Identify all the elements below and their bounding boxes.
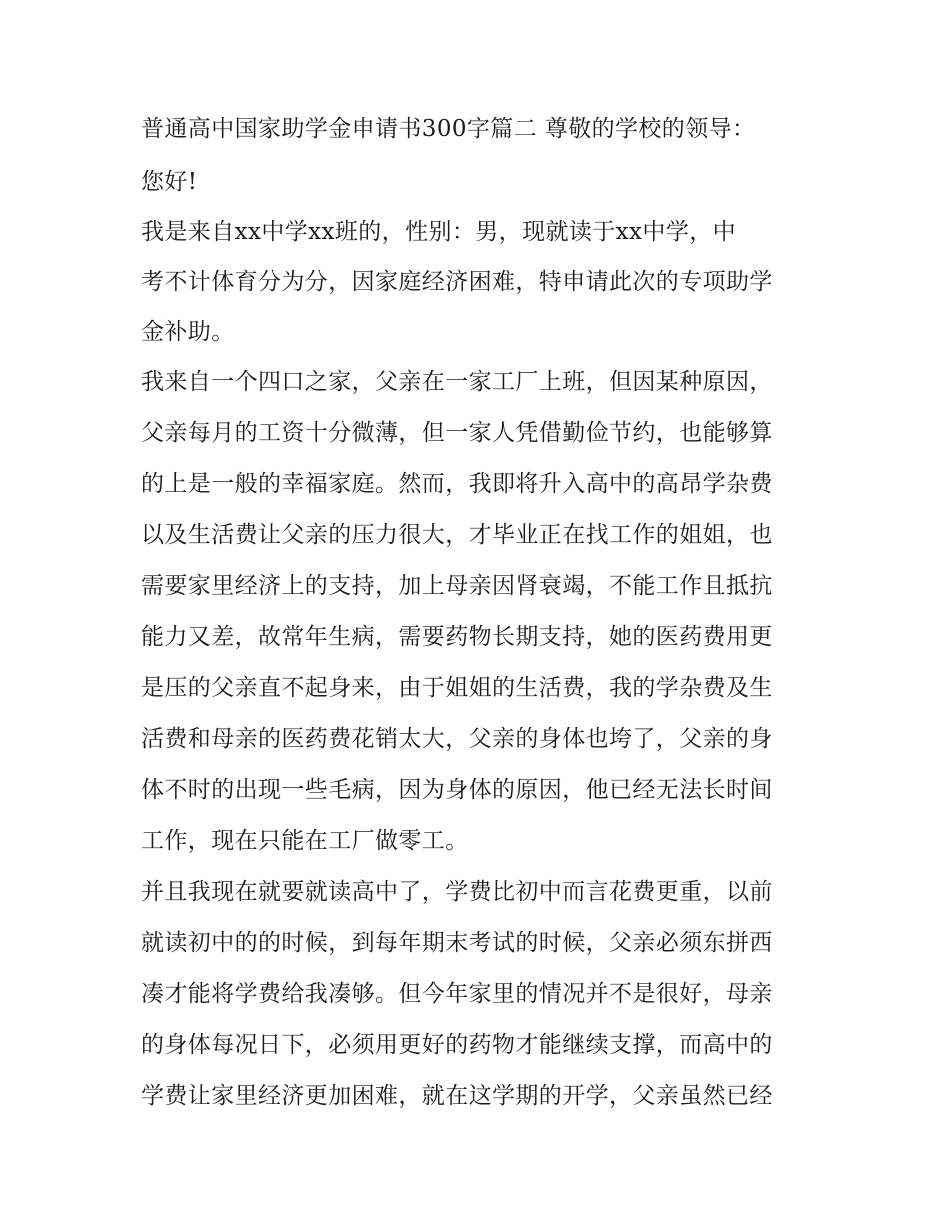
text-line: 就读初中的的时候，到每年期末考试的时候，父亲必须东拼西 — [141, 930, 773, 956]
text-line: 父亲每月的工资十分微薄，但一家人凭借勤俭节约，也能够算 — [141, 420, 773, 446]
text-line: 需要家里经济上的支持，加上母亲因肾衰竭，不能工作且抵抗 — [141, 573, 773, 599]
text-line: 的上是一般的幸福家庭。然而，我即将升入高中的高昂学杂费 — [141, 471, 773, 497]
text-line: 活费和母亲的医药费花销太大，父亲的身体也垮了，父亲的身 — [141, 726, 773, 752]
heading-line: 普通高中国家助学金申请书300字篇二 尊敬的学校的领导： — [141, 116, 756, 142]
greeting-line: 您好! — [141, 169, 198, 195]
text-line: 能力又差，故常年生病，需要药物长期支持，她的医药费用更 — [141, 624, 773, 650]
text-line: 以及生活费让父亲的压力很大，才毕业正在找工作的姐姐，也 — [141, 522, 773, 548]
text-line: 我是来自xx中学xx班的，性别：男，现就读于xx中学，中 — [141, 219, 737, 245]
text-line: 是压的父亲直不起身来，由于姐姐的生活费，我的学杂费及生 — [141, 675, 773, 701]
text-line: 学费让家里经济更加困难，就在这学期的开学，父亲虽然已经 — [141, 1083, 773, 1109]
text-line: 凑才能将学费给我凑够。但今年家里的情况并不是很好，母亲 — [141, 981, 773, 1007]
text-line: 我来自一个四口之家，父亲在一家工厂上班，但因某种原因， — [141, 369, 773, 395]
text-line: 体不时的出现一些毛病，因为身体的原因，他已经无法长时间 — [141, 777, 773, 803]
text-line: 的身体每况日下，必须用更好的药物才能继续支撑，而高中的 — [141, 1032, 773, 1058]
text-line: 金补助。 — [141, 319, 235, 345]
text-line: 工作，现在只能在工厂做零工。 — [141, 828, 469, 854]
text-line: 考不计体育分为分，因家庭经济困难，特申请此次的专项助学 — [141, 269, 773, 295]
text-line: 并且我现在就要就读高中了，学费比初中而言花费更重，以前 — [141, 879, 773, 905]
